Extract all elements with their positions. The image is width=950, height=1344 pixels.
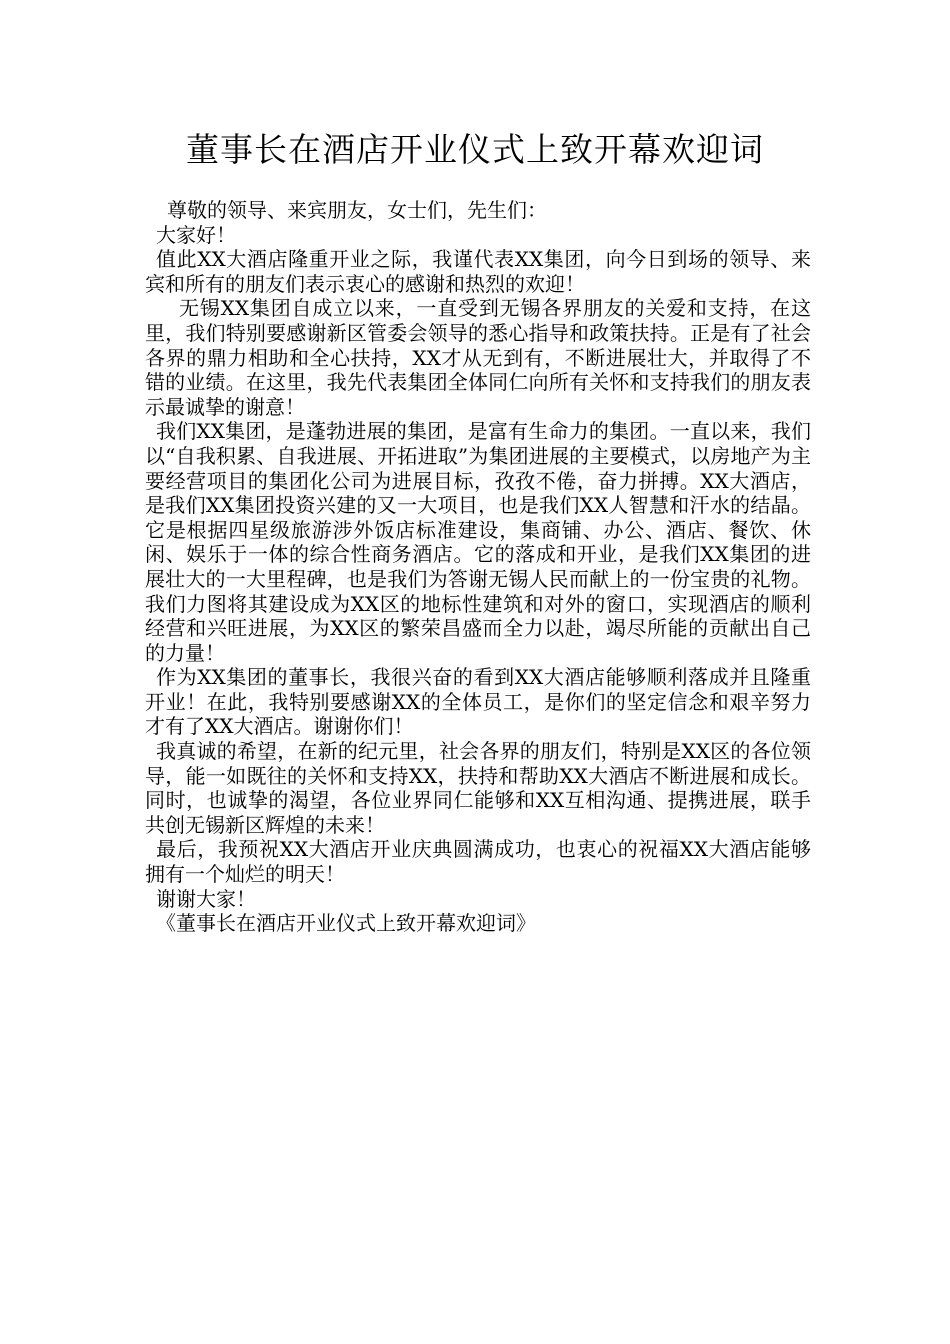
paragraph: 值此XX大酒店隆重开业之际，我谨代表XX集团，向今日到场的领导、来宾和所有的朋友们表示衷心的感谢和热烈的欢迎！ xyxy=(145,247,811,296)
paragraph: 作为XX集团的董事长，我很兴奋的看到XX大酒店能够顺利落成并且隆重开业！在此，我特别要感谢XX的全体员工，是你们的坚定信念和艰辛努力才有了XX大酒店。谢谢你们！ xyxy=(145,665,811,739)
paragraph: 最后，我预祝XX大酒店开业庆典圆满成功，也衷心的祝福XX大酒店能够拥有一个灿烂的明天！ xyxy=(145,837,811,887)
paragraph: 我真诚的希望，在新的纪元里，社会各界的朋友们，特别是XX区的各位领导，能一如既往的关怀和支持XX，扶持和帮助XX大酒店不断进展和成长。同时，也诚挚的渴望，各位业界同仁能够和XX互相沟通、提携进展，联手共创无锡新区辉煌的未来！ xyxy=(145,739,811,837)
document-body xyxy=(145,198,811,936)
paragraph: 尊敬的领导、来宾朋友，女士们，先生们： xyxy=(167,198,547,222)
paragraph: 《董事长在酒店开业仪式上致开幕欢迎词》 xyxy=(156,911,536,936)
paragraph: 谢谢大家！ xyxy=(156,886,256,911)
paragraph: 无锡XX集团自成立以来，一直受到无锡各界朋友的关爱和支持，在这里，我们特别要感谢新区管委会领导的悉心指导和政策扶持。正是有了社会各界的鼎力相助和全心扶持，XX才从无到有，不断进展壮大，并取得了不错的业绩。在这里，我先代表集团全体同仁向所有关怀和支持我们的朋友表示最诚挚的谢意！ xyxy=(145,296,811,419)
paragraph: 大家好！ xyxy=(156,222,236,247)
document-title: 董事长在酒店开业仪式上致开幕欢迎词 xyxy=(186,130,764,169)
paragraph: 我们XX集团，是蓬勃进展的集团，是富有生命力的集团。一直以来，我们以“自我积累、自我进展、开拓进取”为集团进展的主要模式，以房地产为主要经营项目的集团化公司为进展目标，孜孜不倦，奋力拼搏。XX大酒店，是我们XX集团投资兴建的又一大项目，也是我们XX人智慧和汗水的结晶。它是根据四星级旅游涉外饭店标准建设，集商铺、办公、酒店、餐饮、休闲、娱乐于一体的综合性商务酒店。它的落成和开业，是我们XX集团的进展壮大的一大里程碑，也是我们为答谢无锡人民而献上的一份宝贵的礼物。我们力图将其建设成为XX区的地标性建筑和对外的窗口，实现酒店的顺利经营和兴旺进展，为XX区的繁荣昌盛而全力以赴，竭尽所能的贡献出自己的力量！ xyxy=(145,419,811,665)
